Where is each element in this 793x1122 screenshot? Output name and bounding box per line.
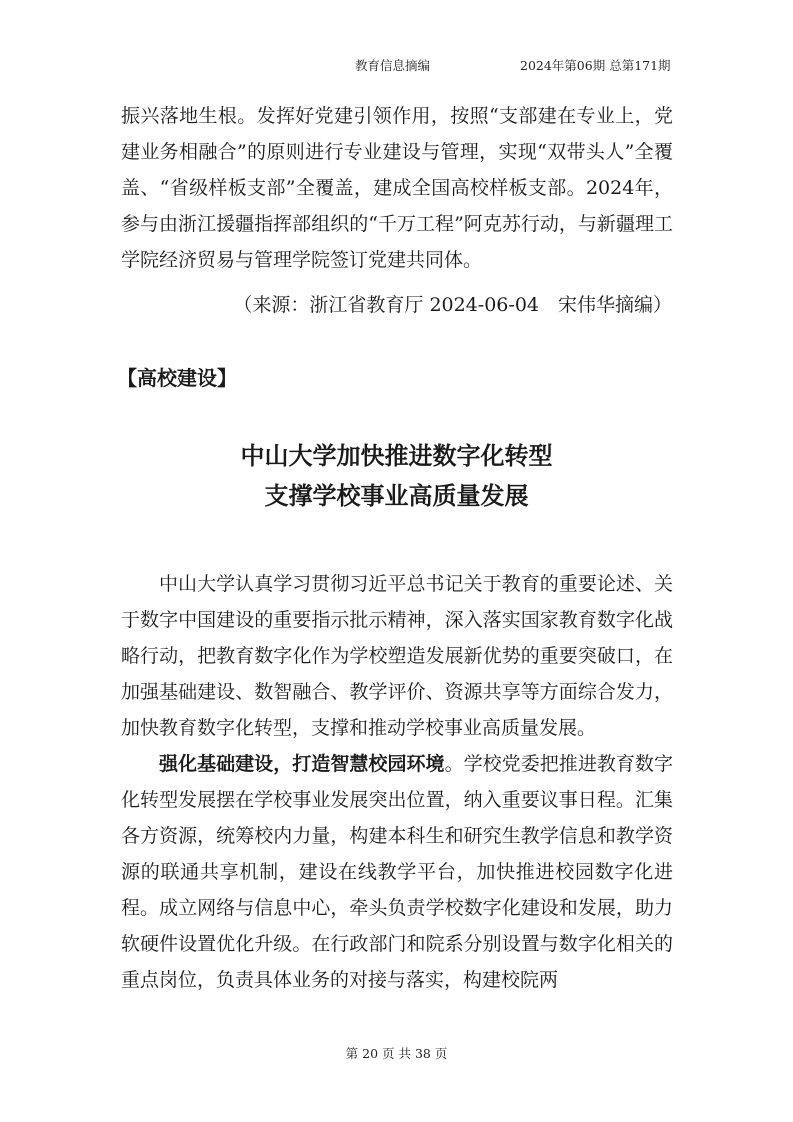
prev-article-paragraph: 振兴落地生根。发挥好党建引领作用，按照“支部建在专业上，党建业务相融合”的原则进行专业建设与管理，实现“双带头人”全覆盖、“省级样板支部”全覆盖，建成全国高校样板支部。2024年，参与由浙江援疆指挥部组织的“千万工程”阿克苏行动，与新疆理工学院经济贸易与管理学院签订党建共同体。 [121,105,673,271]
article-intro-paragraph: 中山大学认真学习贯彻习近平总书记关于教育的重要论述、关于数字中国建设的重要指示批示精神，深入落实国家教育数字化战略行动，把教育数字化作为学校塑造发展新优势的重要突破口，在加强基础建设、数智融合、教学评价、资源共享等方面综合发力，加快教育数字化转型，支撑和推动学校事业高质量发展。 [121,573,673,739]
article-point1-paragraph [121,746,673,998]
publication-name: 教育信息摘编 [355,58,431,73]
page-header [0,56,793,76]
article-title [0,436,793,516]
article-title-line1: 中山大学加快推进数字化转型 [240,442,553,470]
point1-body: 。学校党委把推进教育数字化转型发展摆在学校事业发展突出位置，纳入重要议事日程。汇集各方资源，统筹校内力量，构建本科生和研究生教学信息和教学资源的联通共享机制，建设在线教学平台，加快推进校园数字化进程。成立网络与信息中心，牵头负责学校数字化建设和发展，助力软硬件设置优化升级。在行政部门和院系分别设置与数字化相关的重点岗位，负责具体业务的对接与落实，构建校院两 [121,753,673,991]
issue-number: 2024年第06期 总第171期 [520,58,671,73]
page-footer: 第 20 页 共 38 页 [345,1046,448,1061]
source-citation: （来源：浙江省教育厅 2024-06-04 宋伟华摘编） [233,294,672,316]
section-label: 【高校建设】 [117,366,237,390]
point1-heading: 强化基础建设，打造智慧校园环境 [159,753,445,775]
article-title-line2: 支撑学校事业高质量发展 [264,482,529,510]
